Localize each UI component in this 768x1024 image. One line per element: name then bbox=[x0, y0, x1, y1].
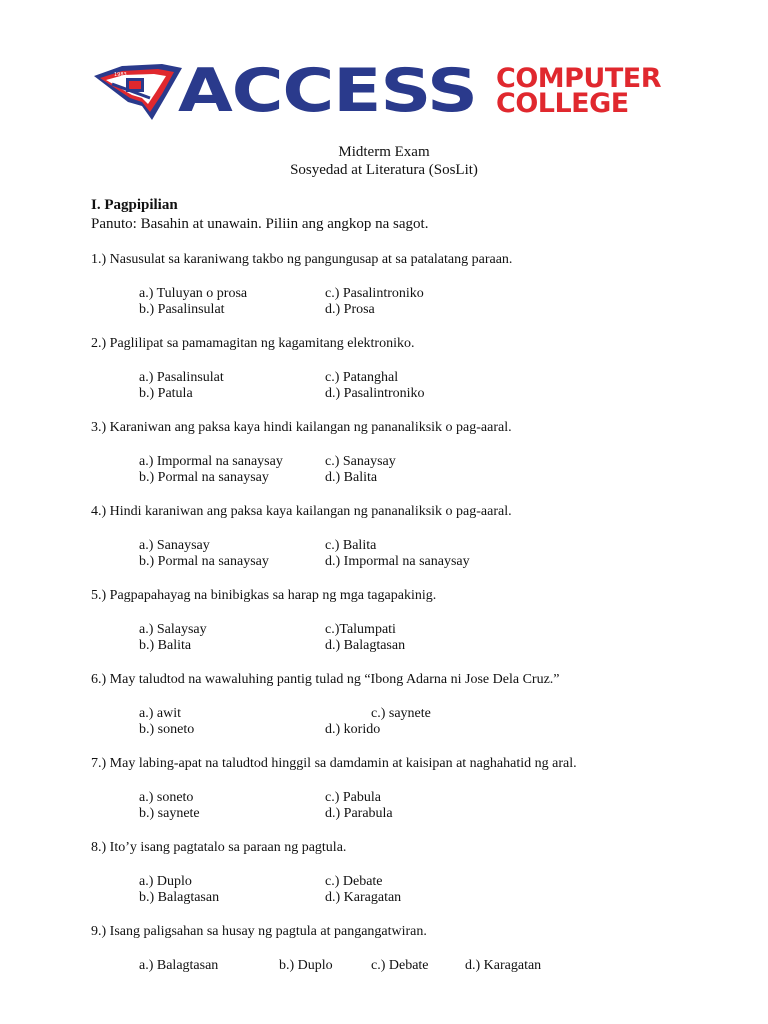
q2-option-d: d.) Pasalintroniko bbox=[325, 386, 425, 401]
logo-wordmark-computer-college: COMPUTER COLLEGE bbox=[496, 63, 662, 119]
section-instructions: Panuto: Basahin at unawain. Piliin ang angkop na sagot. bbox=[91, 216, 429, 232]
q6-option-d: d.) korido bbox=[325, 722, 381, 737]
q3-option-a: a.) Impormal na sanaysay bbox=[139, 454, 283, 469]
q6-option-a: a.) awit bbox=[139, 706, 181, 721]
question-4: 4.) Hindi karaniwan ang paksa kaya kailangan ng pananaliksik o pag-aaral. bbox=[91, 504, 512, 519]
q6-option-c: c.) saynete bbox=[371, 706, 431, 721]
q9-option-c: c.) Debate bbox=[371, 958, 429, 973]
school-logo bbox=[92, 56, 676, 126]
school-seal-icon bbox=[92, 62, 184, 124]
svg-text:1983: 1983 bbox=[114, 72, 127, 78]
question-8: 8.) Ito’y isang pagtatalo sa paraan ng pagtula. bbox=[91, 840, 347, 855]
q2-option-c: c.) Patanghal bbox=[325, 370, 399, 385]
question-3: 3.) Karaniwan ang paksa kaya hindi kailangan ng pananaliksik o pag-aaral. bbox=[91, 420, 512, 435]
q7-option-d: d.) Parabula bbox=[325, 806, 393, 821]
q5-option-b: b.) Balita bbox=[139, 638, 192, 653]
q4-option-c: c.) Balita bbox=[325, 538, 377, 553]
question-5: 5.) Pagpapahayag na binibigkas sa harap ng mga tagapakinig. bbox=[91, 588, 437, 603]
exam-subject: Sosyedad at Literatura (SosLit) bbox=[290, 162, 478, 178]
q7-option-b: b.) saynete bbox=[139, 806, 200, 821]
q1-option-a: a.) Tuluyan o prosa bbox=[139, 286, 248, 301]
question-1: 1.) Nasusulat sa karaniwang takbo ng pangungusap at sa patalatang paraan. bbox=[91, 252, 513, 267]
q2-option-b: b.) Patula bbox=[139, 386, 193, 401]
exam-title: Midterm Exam bbox=[338, 144, 430, 160]
q9-option-d: d.) Karagatan bbox=[465, 958, 542, 973]
q5-option-d: d.) Balagtasan bbox=[325, 638, 406, 653]
q4-option-b: b.) Pormal na sanaysay bbox=[139, 554, 269, 569]
question-7: 7.) May labing-apat na taludtod hinggil sa damdamin at kaisipan at naghahatid ng aral. bbox=[91, 756, 577, 771]
q3-option-b: b.) Pormal na sanaysay bbox=[139, 470, 269, 485]
q8-option-b: b.) Balagtasan bbox=[139, 890, 220, 905]
question-2: 2.) Paglilipat sa pamamagitan ng kagamitang elektroniko. bbox=[91, 336, 415, 351]
question-6: 6.) May taludtod na wawaluhing pantig tulad ng “Ibong Adarna ni Jose Dela Cruz.” bbox=[91, 672, 560, 687]
q7-option-a: a.) soneto bbox=[139, 790, 194, 805]
logo-wordmark-access: ACCESS bbox=[178, 56, 477, 126]
q9-option-a: a.) Balagtasan bbox=[139, 958, 219, 973]
q4-option-d: d.) Impormal na sanaysay bbox=[325, 554, 470, 569]
q3-option-d: d.) Balita bbox=[325, 470, 378, 485]
q8-option-d: d.) Karagatan bbox=[325, 890, 402, 905]
q2-option-a: a.) Pasalinsulat bbox=[139, 370, 224, 385]
q5-option-a: a.) Salaysay bbox=[139, 622, 207, 637]
q7-option-c: c.) Pabula bbox=[325, 790, 381, 805]
q6-option-b: b.) soneto bbox=[139, 722, 195, 737]
q4-option-a: a.) Sanaysay bbox=[139, 538, 210, 553]
q3-option-c: c.) Sanaysay bbox=[325, 454, 396, 469]
section-title: I. Pagpipilian bbox=[91, 197, 178, 213]
q8-option-a: a.) Duplo bbox=[139, 874, 192, 889]
q5-option-c: c.)Talumpati bbox=[325, 622, 396, 637]
q8-option-c: c.) Debate bbox=[325, 874, 383, 889]
q1-option-c: c.) Pasalintroniko bbox=[325, 286, 424, 301]
q9-option-b: b.) Duplo bbox=[279, 958, 333, 973]
question-9: 9.) Isang paligsahan sa husay ng pagtula at pangangatwiran. bbox=[91, 924, 427, 939]
q1-option-b: b.) Pasalinsulat bbox=[139, 302, 225, 317]
q1-option-d: d.) Prosa bbox=[325, 302, 375, 317]
